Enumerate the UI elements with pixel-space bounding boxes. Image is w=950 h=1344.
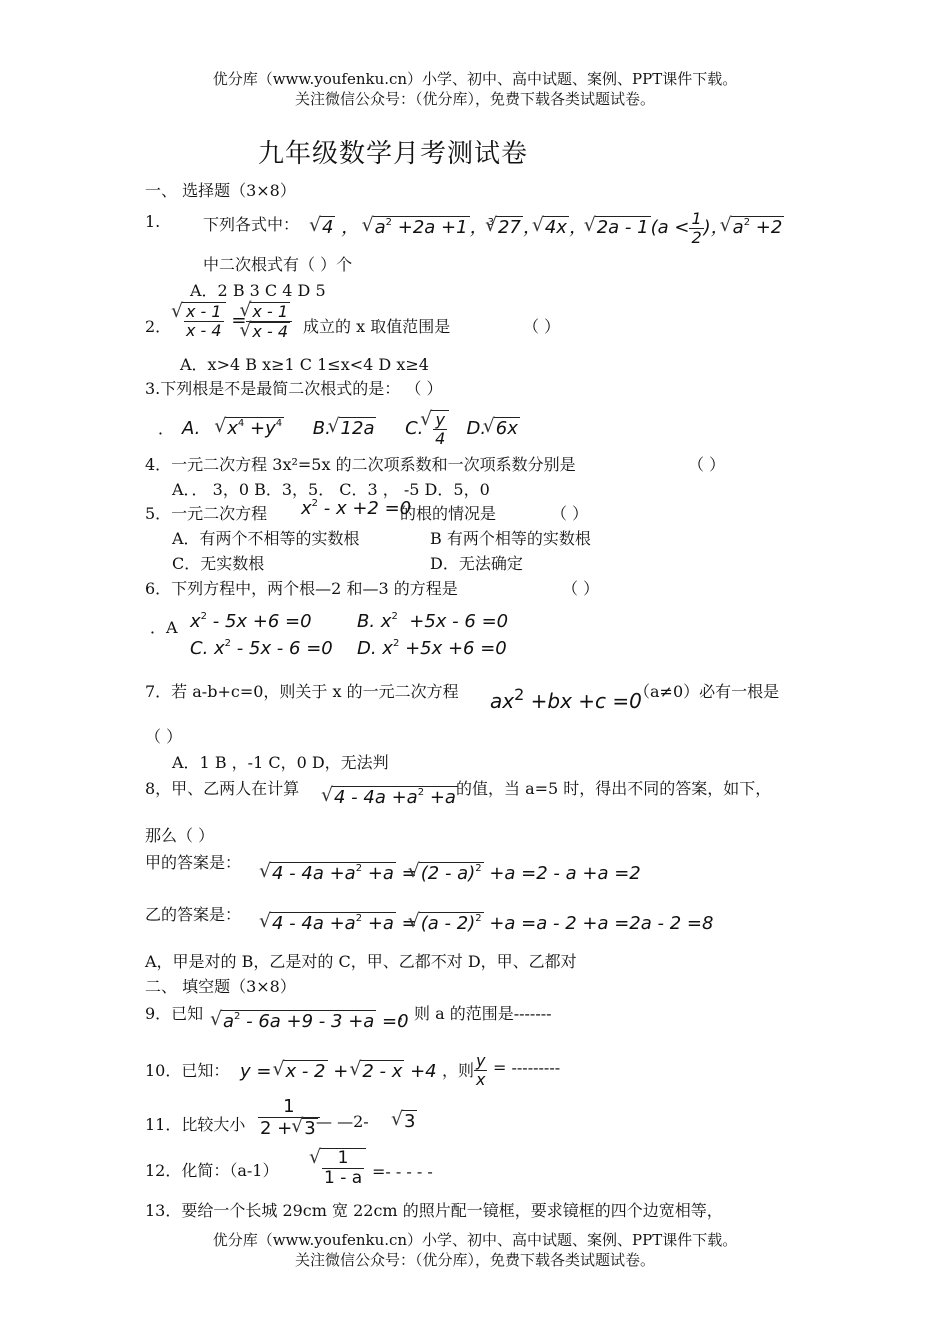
- q7-paren: （ ）: [145, 727, 183, 746]
- section-1-heading: 一、 选择题（3×8）: [145, 181, 296, 200]
- q10-label: 10．已知：: [145, 1061, 230, 1080]
- q2-options: A．x>4 B x≥1 C 1≤x<4 D x≥4: [180, 355, 429, 374]
- q3-prefix: ．: [158, 419, 175, 438]
- q2-tail: 成立的 x 取值范围是: [303, 317, 451, 336]
- q7-stem-a: 7．若 a-b+c=0，则关于 x 的一元二次方程: [145, 682, 459, 701]
- q6-paren: （ ）: [562, 579, 600, 598]
- q2-paren: （ ）: [523, 317, 561, 336]
- q8-stem-a: 8，甲、乙两人在计算: [145, 779, 300, 798]
- q3-options: A. √ $x^4 +y^4$ B. √ 12a C. √ $\frac{y}{4}$ D. √ 6x: [182, 410, 520, 447]
- q4-stem: 4．一元二次方程 3x²=5x 的二次项系数和一次项系数分别是: [145, 455, 576, 474]
- q12-radical: √ $\frac{1}{1 - a}$: [318, 1148, 366, 1187]
- q5-option-a: A．有两个不相等的实数根: [172, 529, 360, 548]
- q8-expression: √ $4 - 4a +a^2 +a$: [330, 786, 458, 808]
- q11-label: 11．比较大小: [145, 1115, 246, 1134]
- q6-option-b: B. $x^2 +5x - 6 =0$: [357, 611, 509, 632]
- q12-blank: =- - - - -: [372, 1162, 433, 1181]
- q6-stem: 6．下列方程中，两个根—2 和—3 的方程是: [145, 579, 458, 598]
- q7-stem-b: （a≠0）必有一根是: [634, 682, 780, 701]
- q2-expression: √ $\frac{x - 1}{x - 4}$ = √ x - 1 √ x - 4: [180, 302, 292, 340]
- q9-expression: √ $a^2 - 6a +9 - 3 +a =0$: [219, 1010, 409, 1032]
- q7-options: A．1 B ，-1 C，0 D，无法判: [172, 753, 389, 772]
- q4-paren: （ ）: [688, 455, 726, 474]
- q6-option-c: C. $x^2 - 5x - 6 =0$: [190, 638, 333, 659]
- q2-label: 2．: [145, 317, 172, 336]
- q13-stem: 13．要给一个长城 29cm 宽 22cm 的照片配一镜框，要求镜框的四个边宽相等，: [145, 1201, 723, 1220]
- q5-option-c: C．无实数根: [172, 554, 265, 573]
- q6-option-d: D. $x^2 +5x +6 =0$: [357, 638, 507, 659]
- q1-label: 1.: [145, 212, 161, 231]
- q5-option-d: D．无法确定: [430, 554, 523, 573]
- q10-expression: y =√ x - 2 +√ 2 - x +4: [240, 1060, 437, 1082]
- header-line-2: 关注微信公众号：（优分库），免费下载各类试题试卷。: [294, 90, 655, 108]
- q5-stem-b: 的根的情况是: [400, 504, 497, 523]
- q8-stem-c: 那么（ ）: [145, 826, 215, 845]
- q8-yi-work: √ $4 - 4a +a^2 +a$ =√ (a - 2)$^2$ +a =a - 2 +a =2a - 2 =8: [268, 912, 713, 934]
- q8-stem-b: 的值，当 a=5 时，得出不同的答案，如下，: [456, 779, 772, 798]
- q11-blank: — —2-: [316, 1112, 369, 1131]
- q8-jia-label: 甲的答案是：: [145, 853, 242, 872]
- q10-fraction: $\frac{y}{x}$: [476, 1051, 486, 1089]
- page-title: 九年级数学月考测试卷: [258, 139, 529, 169]
- q5-paren: （ ）: [551, 504, 589, 523]
- q6-prefix: ．A: [150, 618, 178, 637]
- q10-tail: ，则: [442, 1061, 475, 1080]
- q8-yi-label: 乙的答案是：: [145, 905, 242, 924]
- q11-radical: √ 3: [392, 1110, 417, 1132]
- q1-expression: √ 4 ， √ $a^2 +2a +1$ ，$^3$√ 27 ，√ 4x ， √ 2a - 1 (a < $\frac{1}{2}$ )，√ $a^2 +2$: [318, 210, 784, 246]
- q7-equation: $ax^2 +bx +c =0$: [490, 685, 642, 713]
- q12-label: 12．化简：（a-1）: [145, 1161, 279, 1180]
- section-2-heading: 二、 填空题（3×8）: [145, 977, 296, 996]
- q1-options: A．2 B 3 C 4 D 5: [190, 281, 326, 300]
- q9-tail: ，则 a 的范围是-------: [398, 1004, 552, 1023]
- q11-fraction: $\frac{1}{2 +√ 3}$: [258, 1097, 320, 1139]
- header-line-1: 优分库（www.youfenku.cn）小学、初中、高中试题、案例、PPT课件下载。: [212, 70, 738, 88]
- q5-stem-a: 5．一元二次方程: [145, 504, 268, 523]
- q1-tail: 中二次根式有（ ）个: [203, 255, 353, 274]
- q9-label: 9．已知: [145, 1004, 204, 1023]
- footer-line-2: 关注微信公众号：（优分库），免费下载各类试题试卷。: [294, 1251, 655, 1269]
- q10-blank: = ---------: [493, 1058, 561, 1077]
- q6-option-a: $x^2 - 5x +6 =0$: [190, 611, 312, 632]
- q4-options: A．． 3，0 B．3，5． C．3 ， -5 D．5，0: [172, 480, 490, 499]
- q5-equation: $x^2 - x +2 =0$: [301, 498, 412, 519]
- q5-option-b: B 有两个相等的实数根: [430, 529, 591, 548]
- footer-line-1: 优分库（www.youfenku.cn）小学、初中、高中试题、案例、PPT课件下载。: [212, 1231, 738, 1249]
- q8-options: A，甲是对的 B，乙是对的 C，甲、乙都不对 D，甲、乙都对: [145, 952, 577, 971]
- q8-jia-work: √ $4 - 4a +a^2 +a$ =√ (2 - a)$^2$ +a =2 - a +a =2: [268, 862, 641, 884]
- q1-stem: 下列各式中：: [203, 215, 300, 234]
- q3-stem: 3.下列根是不是最简二次根式的是： （ ）: [145, 379, 443, 398]
